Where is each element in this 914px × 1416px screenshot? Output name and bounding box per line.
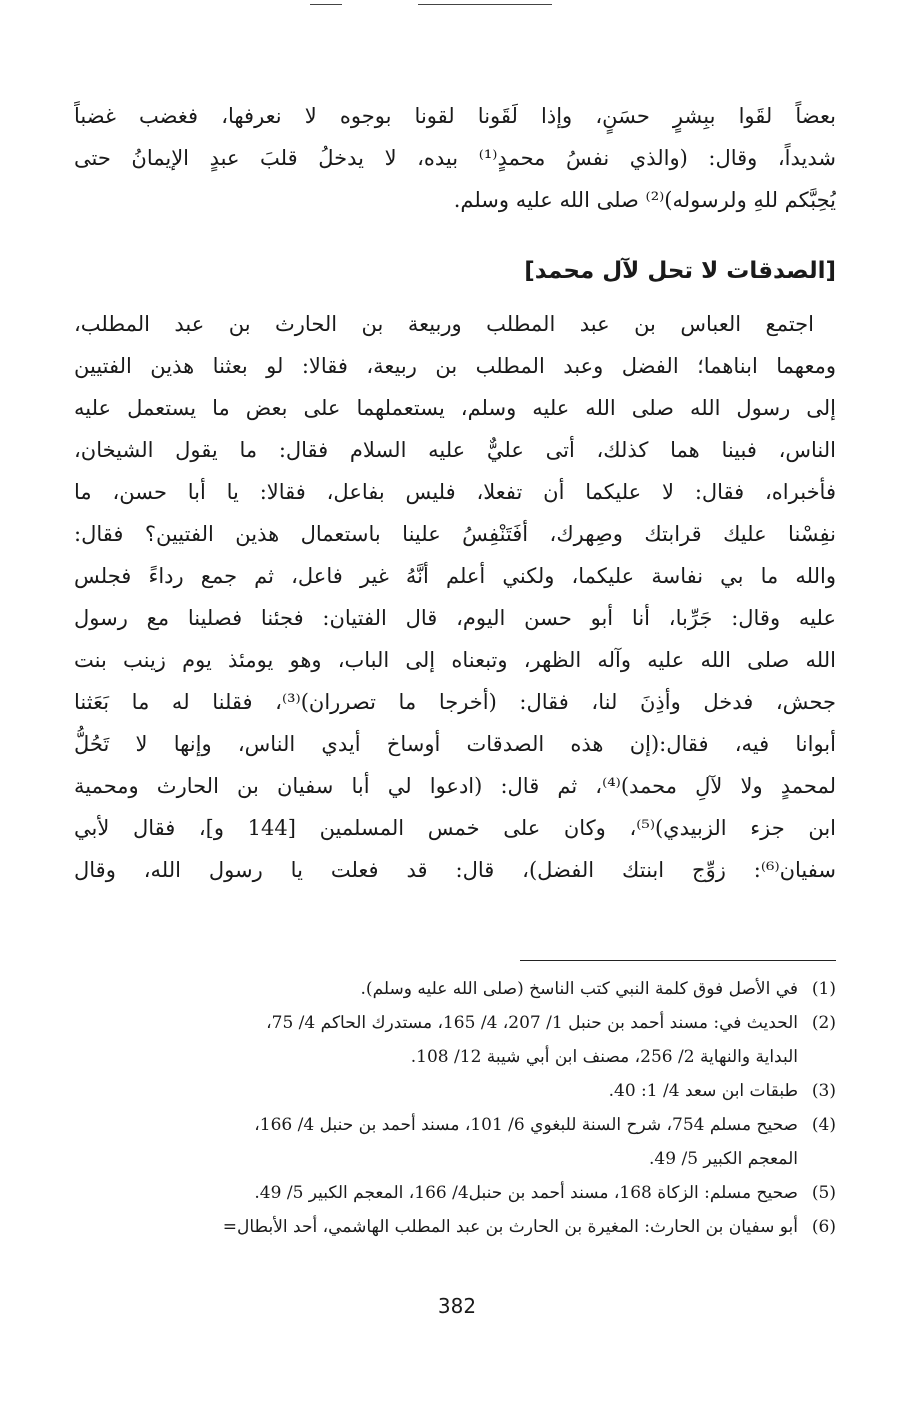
footnote [74,1108,836,1176]
text-line: إلى رسول الله صلى الله عليه وسلم، يستعملهما على بعض ما يستعمل عليه [74,396,836,420]
text-line: لمحمدٍ ولا لآلِ محمد)⁽⁴⁾، ثم قال: (ادعوا لي أبا سفيان بن الحارث ومحمية [74,774,836,798]
page-number: 382 [437,1294,477,1318]
footnote-text: في الأصل فوق كلمة النبي كتب الناسخ (صلى الله عليه وسلم). [360,979,798,999]
footnote-text: طبقات ابن سعد 4/ 1: 40. [608,1081,798,1101]
text-line: الله صلى الله عليه وآله الظهر، وتبعناه إلى الباب، وهو يومئذ يوم زينب بنت [74,648,836,672]
footnotes [74,972,836,1244]
paragraph-top [74,95,836,221]
text-line: يُحِبَّكم للهِ ولرسوله)⁽²⁾ صلى الله عليه وسلم. [453,188,836,212]
footnote-number: (2) [811,1013,836,1033]
text-line: ابن جزء الزبيدي)⁽⁵⁾، وكان على خمس المسلمين [144 و]، فقال لأبي [74,816,836,840]
footnote-text: صحيح مسلم 754، شرح السنة للبغوي 6/ 101، مسند أحمد بن حنبل 4/ 166، [254,1115,798,1135]
text-line: فأخبراه، فقال: لا عليكما أن تفعلا، فليس بفاعل، فقالا: يا أبا حسن، ما [74,480,836,504]
top-rule-left [310,4,342,5]
text-line: ومعهما ابناهما؛ الفضل وعبد المطلب بن ربيعة، فقالا: لو بعثنا هذين الفتيين [74,354,836,378]
text-line: جحش، فدخل وأذِنَ لنا، فقال: (أخرجا ما تصرران)⁽³⁾، فقلنا له ما بَعَثنا [74,690,836,714]
footnote-text: الحديث في: مسند أحمد بن حنبل 1/ 207، 4/ 165، مستدرك الحاكم 4/ 75، [266,1013,798,1033]
footnote-text: البداية والنهاية 2/ 256، مصنف ابن أبي شيبة 12/ 108. [410,1047,798,1067]
text-line: الناس، فبينا هما كذلك، أتى عليٌّ عليه السلام فقال: ما يقول الشيخان، [74,438,836,462]
footnote [74,1210,836,1244]
footnote [74,972,836,1006]
section-heading: [الصدقات لا تحل لآل محمد] [524,258,836,284]
footnote-number: (3) [811,1081,836,1101]
page-body [74,95,836,891]
top-rule-right [418,4,552,5]
footnote-number: (4) [811,1115,836,1135]
footnote-number: (6) [811,1217,836,1237]
text-line: أبوانا فيه، فقال:(إن هذه الصدقات أوساخ أيدي الناس، وإنها لا تَحُلُّ [74,732,836,756]
paragraph-main [74,303,836,891]
footnote-text: أبو سفيان بن الحارث: المغيرة بن الحارث بن عبد المطلب الهاشمي، أحد الأبطال= [222,1217,798,1237]
text-line: والله ما بي نفاسة عليكما، ولكني أعلم أنَّهُ غير فاعل، ثم جمع رداءً فجلس [74,564,836,588]
footnote-text: صحيح مسلم: الزكاة 168، مسند أحمد بن حنبل4/ 166، المعجم الكبير 5/ 49. [254,1183,798,1203]
footnote-text: المعجم الكبير 5/ 49. [649,1149,798,1169]
text-line: شديداً، وقال: (والذي نفسُ محمدٍ⁽¹⁾ بيده، لا يدخلُ قلبَ عبدٍ الإيمانُ حتى [74,146,836,170]
text-line: بعضاً لقَوا ببِشرٍ حسَنٍ، وإذا لَقَونا لقونا بوجوه لا نعرفها، فغضب غضباً [74,104,836,128]
footnote-number: (5) [811,1183,836,1203]
text-line: نفِسْنا عليك قرابتك وصِهرك، أفَتَنْفِسُ علينا باستعمال هذين الفتيين؟ فقال: [74,522,836,546]
text-line: سفيان⁽⁶⁾: زوِّج ابنتك الفضل)، قال: قد فعلت يا رسول الله، وقال [74,858,836,882]
footnote-separator [520,960,836,961]
footnote [74,1006,836,1074]
footnote-number: (1) [811,979,836,999]
footnote [74,1074,836,1108]
text-line: اجتمع العباس بن عبد المطلب وربيعة بن الحارث بن عبد المطلب، [74,312,814,336]
text-line: عليه وقال: جَرِّبا، أنا أبو حسن اليوم، قال الفتيان: فجئنا فصلينا مع رسول [74,606,836,630]
footnote [74,1176,836,1210]
